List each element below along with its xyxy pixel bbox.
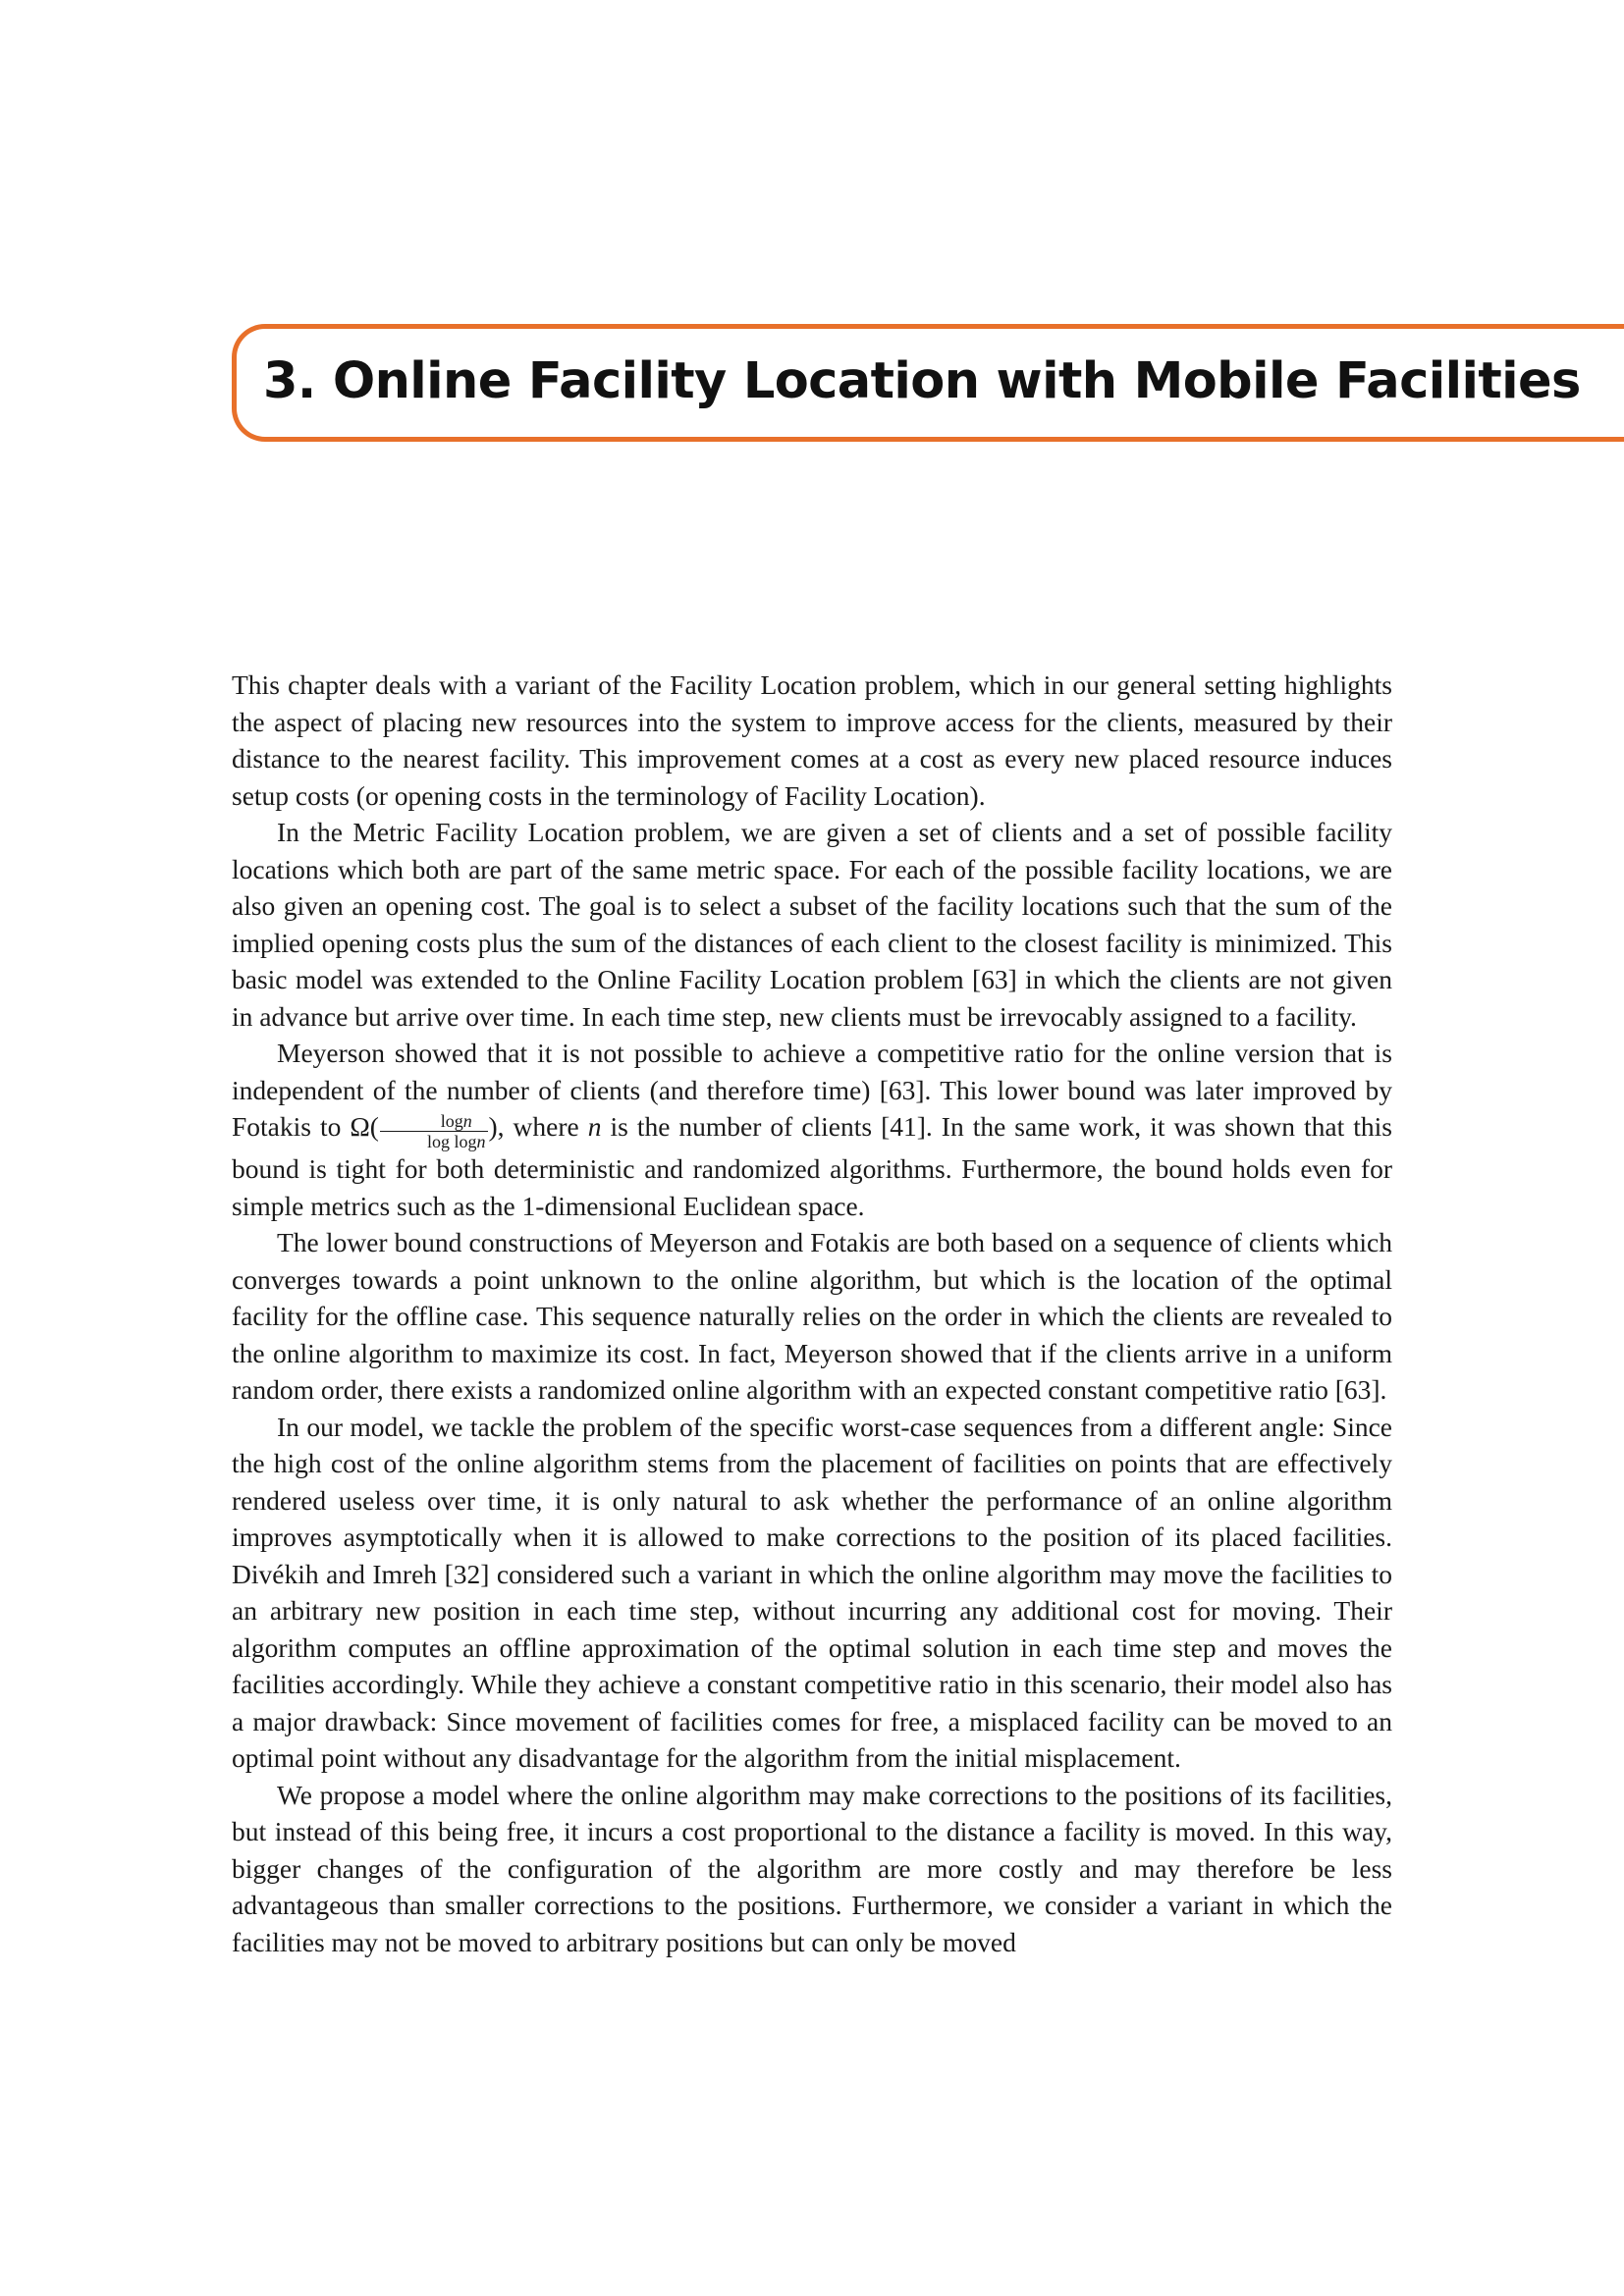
- omega-bound-formula: [350, 1111, 498, 1151]
- log-fraction: [380, 1112, 488, 1150]
- paragraph-2: In the Metric Facility Location problem, we are given a set of clients and a set of possible facility locations which both are part of the same metric space. For each of the possible facility locations, we are also given an opening cost. The goal is to select a subset of the facility locations such that the sum of the implied opening costs plus the sum of the distances of each client to the closest facility is minimized. This basic model was extended to the Online Facility Location problem [63] in which the clients are not given in advance but arrive over time. In each time step, new clients must be irrevocably assigned to a facility.: [232, 817, 1392, 1032]
- paragraph-3-text-b: , where: [497, 1111, 588, 1142]
- chapter-title: 3. Online Facility Location with Mobile Facilities: [263, 352, 1581, 410]
- paragraph-3: [232, 1035, 1392, 1224]
- denominator-loglog: log log: [426, 1132, 477, 1151]
- paragraph-3-text-c: is the number of clients [41]. In the same work, it was shown that this bound is tight for both deterministic and randomized algorithms. Furthermore, the bound holds even for simple metrics such as the 1-dimensional Euclidean space.: [232, 1111, 1393, 1221]
- paragraph-3-text-a: Meyerson showed that it is not possible to achieve a competitive ratio for the online version that is independent of the number of clients (and therefore time) [63]. This lower bound was later improved by Fotakis to: [232, 1038, 1392, 1142]
- paragraph-5: In our model, we tackle the problem of the specific worst-case sequences from a different angle: Since the high cost of the online algorithm stems from the placement of facilities on points that are effectively rendered useless over time, it is only natural to ask whether the performance of an online algorithm improves asymptotically when it is allowed to make corrections to the position of its placed facilities. Divékih and Imreh [32] considered such a variant in which the online algorithm may move the facilities to an arbitrary new position in each time step, without incurring any additional cost for moving. Their algorithm computes an offline approximation of the optimal solution in each time step and moves the facilities accordingly. While they achieve a constant competitive ratio in this scenario, their model also has a major drawback: Since movement of facilities comes for free, a misplaced facility can be moved to an optimal point without any disadvantage for the algorithm from the initial misplacement.: [232, 1411, 1392, 1773]
- denominator-var: n: [476, 1132, 486, 1151]
- paragraph-6: We propose a model where the online algorithm may make corrections to the positions of its facilities, but instead of this being free, it incurs a cost proportional to the distance a facility is moved. In this way, bigger changes of the configuration of the algorithm are more costly and may therefore be less advantageous than smaller corrections to the positions. Furthermore, we consider a variant in which the facilities may not be moved to arbitrary positions but can only be moved: [232, 1779, 1392, 1957]
- omega-symbol: Ω(: [350, 1111, 379, 1142]
- numerator-log: log: [440, 1111, 463, 1131]
- numerator-var: n: [462, 1111, 472, 1131]
- close-paren: ): [488, 1111, 498, 1142]
- variable-n: n: [587, 1111, 602, 1142]
- fraction-numerator: [380, 1112, 488, 1132]
- paragraph-1: This chapter deals with a variant of the Facility Location problem, which in our general setting highlights the aspect of placing new resources into the system to improve access for the clients, measured by their distance to the nearest facility. This improvement comes at a cost as every new placed resource induces setup costs (or opening costs in the terminology of Facility Location).: [232, 669, 1392, 811]
- chapter-body: [232, 667, 1392, 1960]
- paragraph-4: The lower bound constructions of Meyerson and Fotakis are both based on a sequence of clients which converges towards a point unknown to the online algorithm, but which is the location of the optimal facility for the offline case. This sequence naturally relies on the order in which the clients are revealed to the online algorithm to maximize its cost. In fact, Meyerson showed that if the clients arrive in a uniform random order, there exists a randomized online algorithm with an expected constant competitive ratio [63].: [232, 1227, 1392, 1405]
- fraction-denominator: [380, 1132, 488, 1150]
